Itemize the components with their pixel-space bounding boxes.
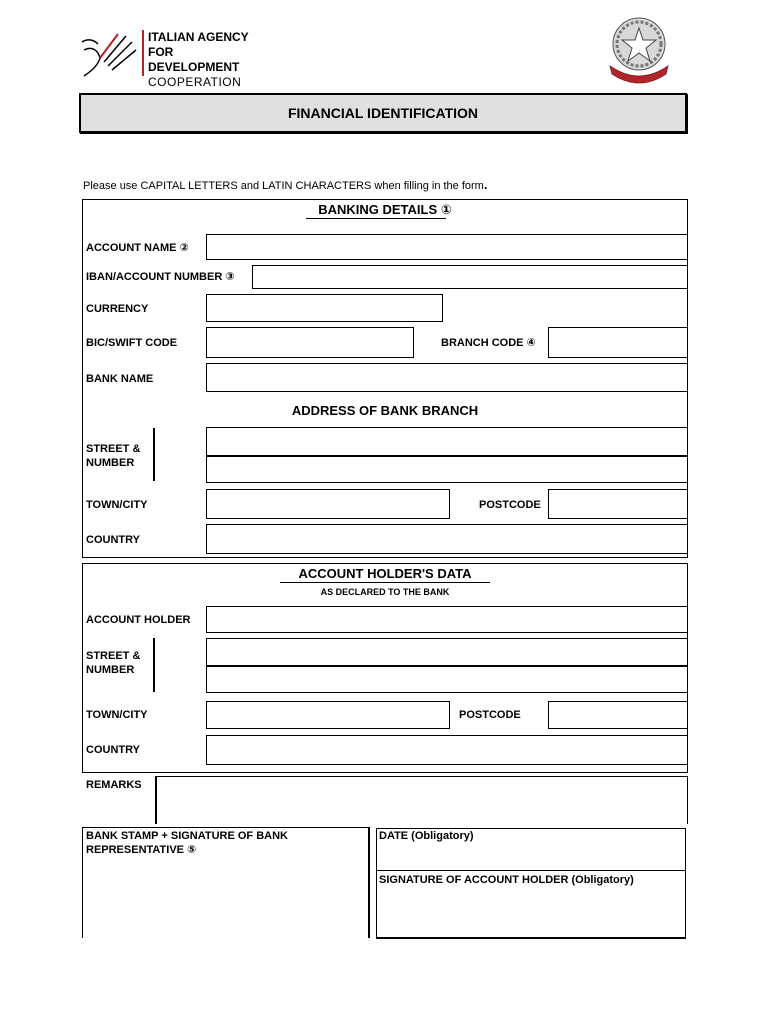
bic-swift-field[interactable] xyxy=(206,327,414,358)
italian-emblem-icon xyxy=(600,10,678,86)
bank-street-field-1[interactable] xyxy=(206,427,688,456)
bank-country-label: COUNTRY xyxy=(86,534,140,546)
holder-postcode-field[interactable] xyxy=(548,701,688,729)
remarks-field[interactable] xyxy=(155,776,688,824)
bank-address-heading: ADDRESS OF BANK BRANCH xyxy=(291,403,479,418)
title-box xyxy=(79,93,687,133)
dove-hand-icon xyxy=(78,28,140,78)
bank-street-field-2[interactable] xyxy=(206,456,688,483)
bank-street-bracket xyxy=(153,428,155,481)
holder-street-field-1[interactable] xyxy=(206,638,688,666)
remarks-label: REMARKS xyxy=(86,779,142,791)
instruction-text xyxy=(83,177,487,192)
currency-label: CURRENCY xyxy=(86,303,149,315)
holder-town-field[interactable] xyxy=(206,701,450,729)
bank-country-field[interactable] xyxy=(206,524,688,554)
bank-town-field[interactable] xyxy=(206,489,450,519)
currency-field[interactable] xyxy=(206,294,443,322)
agency-line-2: FOR DEVELOPMENT xyxy=(148,45,240,74)
bank-name-label: BANK NAME xyxy=(86,373,154,385)
account-holder-field[interactable] xyxy=(206,606,688,633)
date-label: DATE (Obligatory) xyxy=(379,830,474,842)
agency-logo xyxy=(78,26,253,89)
bank-postcode-field[interactable] xyxy=(548,489,688,519)
holder-street-bracket xyxy=(153,638,155,692)
instruction-main: Please use CAPITAL LETTERS and LATIN CHARACTERS when filling in the form xyxy=(83,180,484,192)
logo-divider xyxy=(142,30,144,76)
bank-stamp-label: BANK STAMP + SIGNATURE OF BANK REPRESENTATIVE ⑤ xyxy=(86,830,288,856)
agency-line-3: COOPERATION xyxy=(148,75,242,89)
page-title: FINANCIAL IDENTIFICATION xyxy=(287,105,479,121)
holder-postcode-label: POSTCODE xyxy=(459,709,521,721)
account-holder-label: ACCOUNT HOLDER xyxy=(86,614,191,626)
account-holder-heading-underline xyxy=(280,582,490,583)
holder-country-field[interactable] xyxy=(206,735,688,765)
agency-line-1: ITALIAN AGENCY xyxy=(148,30,249,44)
bank-postcode-label: POSTCODE xyxy=(479,499,541,511)
account-holder-heading: ACCOUNT HOLDER'S DATA xyxy=(298,566,472,581)
agency-name xyxy=(148,30,253,90)
account-name-label: ACCOUNT NAME ② xyxy=(86,242,189,254)
bank-name-field[interactable] xyxy=(206,363,688,392)
branch-code-field[interactable] xyxy=(548,327,688,358)
instruction-period: . xyxy=(483,177,488,192)
account-holder-subheading: AS DECLARED TO THE BANK xyxy=(320,587,450,597)
holder-town-label: TOWN/CITY xyxy=(86,709,148,721)
account-name-field[interactable] xyxy=(206,234,688,260)
branch-code-label: BRANCH CODE ④ xyxy=(441,337,536,349)
bank-street-label: STREET & NUMBER xyxy=(86,443,141,469)
holder-street-field-2[interactable] xyxy=(206,666,688,693)
iban-field[interactable] xyxy=(252,265,688,289)
iban-label: IBAN/ACCOUNT NUMBER ③ xyxy=(86,271,235,283)
holder-street-label: STREET & NUMBER xyxy=(86,650,141,676)
bic-swift-label: BIC/SWIFT CODE xyxy=(86,337,178,349)
holder-signature-label: SIGNATURE OF ACCOUNT HOLDER (Obligatory) xyxy=(379,874,634,886)
banking-heading-underline xyxy=(306,218,446,219)
banking-details-heading: BANKING DETAILS ① xyxy=(318,202,452,217)
holder-country-label: COUNTRY xyxy=(86,744,140,756)
bank-town-label: TOWN/CITY xyxy=(86,499,148,511)
